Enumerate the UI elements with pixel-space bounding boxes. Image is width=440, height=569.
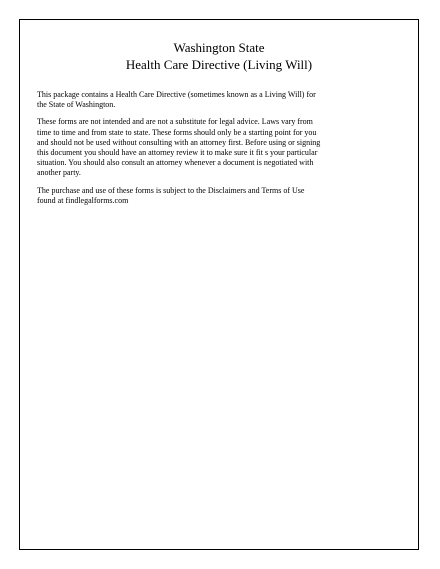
paragraph-legal-advice — [37, 117, 403, 178]
title-state: Washington State — [173, 40, 265, 55]
text-line: the State of Washington. — [37, 100, 116, 110]
document-page — [19, 19, 419, 550]
document-body — [37, 90, 403, 213]
text-line: and should not be used without consulting with an attorney first. Before using or signing — [37, 137, 321, 147]
text-line: This package contains a Health Care Directive (sometimes known as a Living Will) for — [37, 90, 316, 99]
title-document-name: Health Care Directive (Living Will) — [125, 57, 313, 72]
text-line: found at findlegalforms.com — [37, 195, 129, 205]
text-line: this document you should have an attorney review it to make sure it fit s your particular — [37, 148, 318, 158]
paragraph-intro — [37, 90, 403, 110]
text-line: The purchase and use of these forms is subject to the Disclaimers and Terms of Use — [37, 185, 305, 195]
text-line: situation. You should also consult an attorney whenever a document is negotiated with — [37, 158, 314, 168]
text-line: These forms are not intended and are not a substitute for legal advice. Laws vary from — [37, 117, 313, 127]
paragraph-disclaimer — [37, 186, 403, 206]
text-line: time to time and from state to state. These forms should only be a starting point for you — [37, 127, 317, 137]
document-title — [20, 39, 418, 73]
text-line: another party. — [37, 168, 81, 178]
